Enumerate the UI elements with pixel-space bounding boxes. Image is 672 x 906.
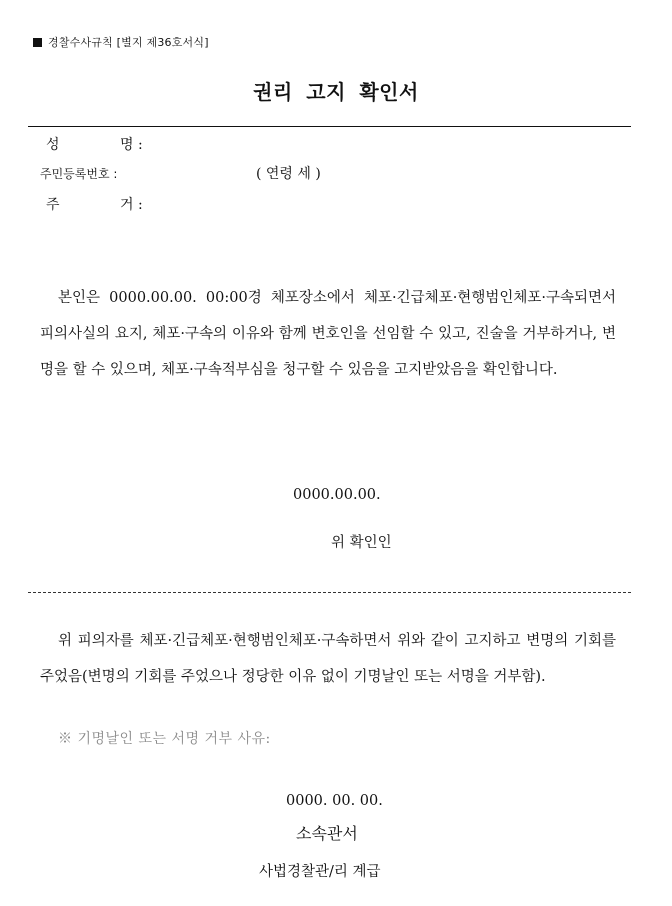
resident-id-label: 주민등록번호 :	[40, 167, 118, 181]
address-label-second: 거 :	[120, 197, 143, 213]
name-field-label	[46, 134, 143, 154]
name-label-first: 성	[46, 137, 60, 153]
agency-label: 소속관서	[296, 824, 358, 843]
form-reference-note	[33, 34, 209, 50]
refusal-reason-note: ※ 기명날인 또는 서명 거부 사유:	[58, 731, 271, 747]
officer-paragraph: 위 피의자를 체포·긴급체포·현행범인체포·구속하면서 위와 같이 고지하고 변명의 기회를 주었음(변명의 기회를 주었으나 정당한 이유 없이 기명날인 또는 서명을 거부함).	[40, 633, 616, 685]
officer-date: 0000. 00. 00.	[286, 793, 383, 809]
document-title: 권리 고지 확인서	[253, 80, 419, 104]
confirmer-label: 위 확인인	[331, 535, 392, 551]
form-reference-text: 경찰수사규칙 [별지 제36호서식]	[48, 36, 209, 49]
officer-rank-label: 사법경찰관/리 계급	[259, 864, 381, 880]
square-bullet-icon	[33, 38, 42, 47]
age-text: ( 연령 세 )	[256, 166, 321, 182]
address-label-first: 주	[46, 197, 60, 213]
confirmation-paragraph: 본인은 0000.00.00. 00:00경 체포장소에서 체포·긴급체포·현행범인체포·구속되면서 피의사실의 요지, 체포·구속의 이유와 함께 변호인을 선임할 수 있고, 진술을 거부하거나, 변명을 할 수 있으며, 체포·구속적부심을 청구할 수 있음을 고지받았음을 확인합니다.	[40, 290, 616, 378]
address-field-label	[46, 194, 143, 214]
confirmation-date: 0000.00.00.	[293, 487, 381, 503]
title-divider	[28, 126, 631, 127]
name-label-second: 명 :	[120, 137, 143, 153]
section-divider	[28, 592, 631, 593]
